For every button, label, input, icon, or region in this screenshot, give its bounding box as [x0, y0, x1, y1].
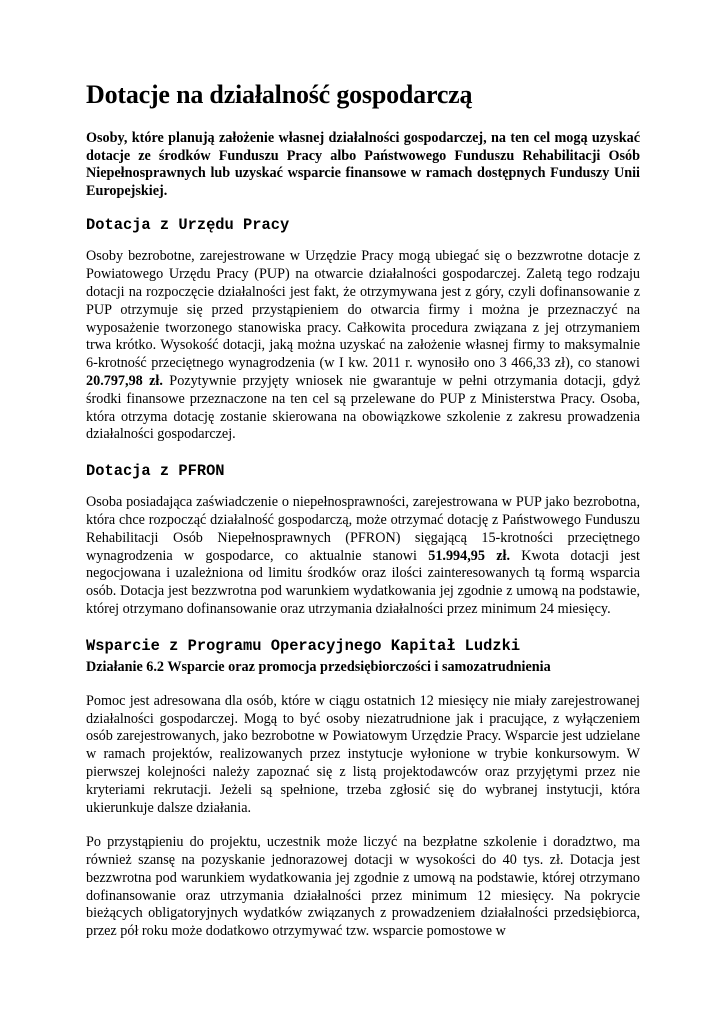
- paragraph-text: Osoby bezrobotne, zarejestrowane w Urzędzie Pracy mogą ubiegać się o bezzwrotne dotacje z Powiatowego Urzędu Pracy (PUP) na otwarcie działalności gospodarczej. Zaletą tego rodzaju dotacji na rozpoczęcie działalności jest fakt, że otrzymywana jest z góry, czyli dofinansowanie z PUP otrzymuje się przed przystąpieniem do otwarcia firmy i można je przeznaczyć na wyposażenie tworzonego stanowiska pracy. Całkowita procedura związana z jej otrzymaniem trwa krótko. Wysokość dotacji, jaką można uzyskać na założenie własnej firmy to maksymalnie 6-krotność przeciętnego wynagrodzenia (w I kw. 2011 r. wynosiło ono 3 466,33 zł), co stanowi: [86, 248, 640, 372]
- amount-highlight: 51.994,95 zł.: [428, 547, 511, 564]
- amount-highlight: 20.797,98 zł.: [86, 372, 163, 389]
- section-heading-pfron: Dotacja z PFRON: [86, 462, 225, 481]
- section-paragraph-pfron: [86, 494, 640, 619]
- section-paragraph-pokl-1: Pomoc jest adresowana dla osób, które w ciągu ostatnich 12 miesięcy nie miały zarejestrowanej działalności gospodarczej. Mogą to być osoby niezatrudnione jak i pracujące, z wyłączeniem osób zarejestrowanych, jako bezrobotne w Powiatowym Urzędzie Pracy. Wsparcie jest udzielane w ramach projektów, realizowanych przez instytucje wyłonione w trybie konkursowym. W pierwszej kolejności należy zapoznać się z listą projektodawców oraz przyjętymi przez nie kryteriami rekrutacji. Jeżeli są spełnione, trzeba zgłosić się do wybranej instytucji, która ukierunkuje dalsze działania.: [86, 692, 640, 816]
- section-heading-pokl: Wsparcie z Programu Operacyjnego Kapitał Ludzki: [86, 636, 521, 655]
- section-paragraph-pokl-2: Po przystąpieniu do projektu, uczestnik może liczyć na bezpłatne szkolenie i doradztwo, ma również szansę na pozyskanie jednorazowej dotacji w wysokości do 40 tys. zł. Dotacja jest bezzwrotna pod warunkiem wydatkowania jej zgodnie z umową na podstawie, której otrzymano dofinansowanie oraz utrzymania działalności przez minimum 12 miesięcy. Na pokrycie bieżących obligatoryjnych wydatków związanych z prowadzeniem działalności przedsiębiorca, przez pół roku może dodatkowo otrzymywać tzw. wsparcie pomostowe w: [86, 834, 640, 940]
- page-title: Dotacje na działalność gospodarczą: [86, 80, 473, 109]
- section-paragraph-urzad-pracy: [86, 248, 640, 444]
- paragraph-text: Kwota dotacji jest negocjowana i uzależniona od limitu środków oraz ilości zainteresowanych tą formą wsparcia osób. Dotacja jest bezzwrotna pod warunkiem wydatkowania jej zgodnie z umową na podstawie, której otrzymano dofinansowanie oraz utrzymania działalności przez minimum 24 miesięcy.: [86, 547, 640, 617]
- paragraph-text: Osoba posiadająca zaświadczenie o niepełnosprawności, zarejestrowana w PUP jako bezrobotna, która chce rozpocząć działalność gospodarczą, może otrzymać dotację z Państwowego Funduszu Rehabilitacji Osób Niepełnosprawnych (PFRON) sięgającą 15-krotności przeciętnego wynagrodzenia w gospodarce, co aktualnie stanowi: [86, 494, 640, 564]
- section-heading-urzad-pracy: Dotacja z Urzędu Pracy: [86, 216, 290, 235]
- lead-paragraph: Osoby, które planują założenie własnej działalności gospodarczej, na ten cel mogą uzyskać dotacje ze środków Funduszu Pracy albo Państwowego Funduszu Rehabilitacji Osób Niepełnosprawnych lub uzyskać wsparcie finansowe w ramach dostępnych Funduszy Unii Europejskiej.: [86, 130, 640, 199]
- section-subheading-pokl: Działanie 6.2 Wsparcie oraz promocja przedsiębiorczości i samozatrudnienia: [86, 658, 551, 675]
- paragraph-text: Pozytywnie przyjęty wniosek nie gwarantuje w pełni otrzymania dotacji, gdyż środki finansowe przeznaczone na ten cel są przelewane do PUP z Ministerstwa Pracy. Osoba, która otrzyma dotację zostanie skierowana na obowiązkowe szkolenie z zakresu prowadzenia działalności gospodarczej.: [86, 372, 640, 443]
- document-page: [86, 78, 640, 958]
